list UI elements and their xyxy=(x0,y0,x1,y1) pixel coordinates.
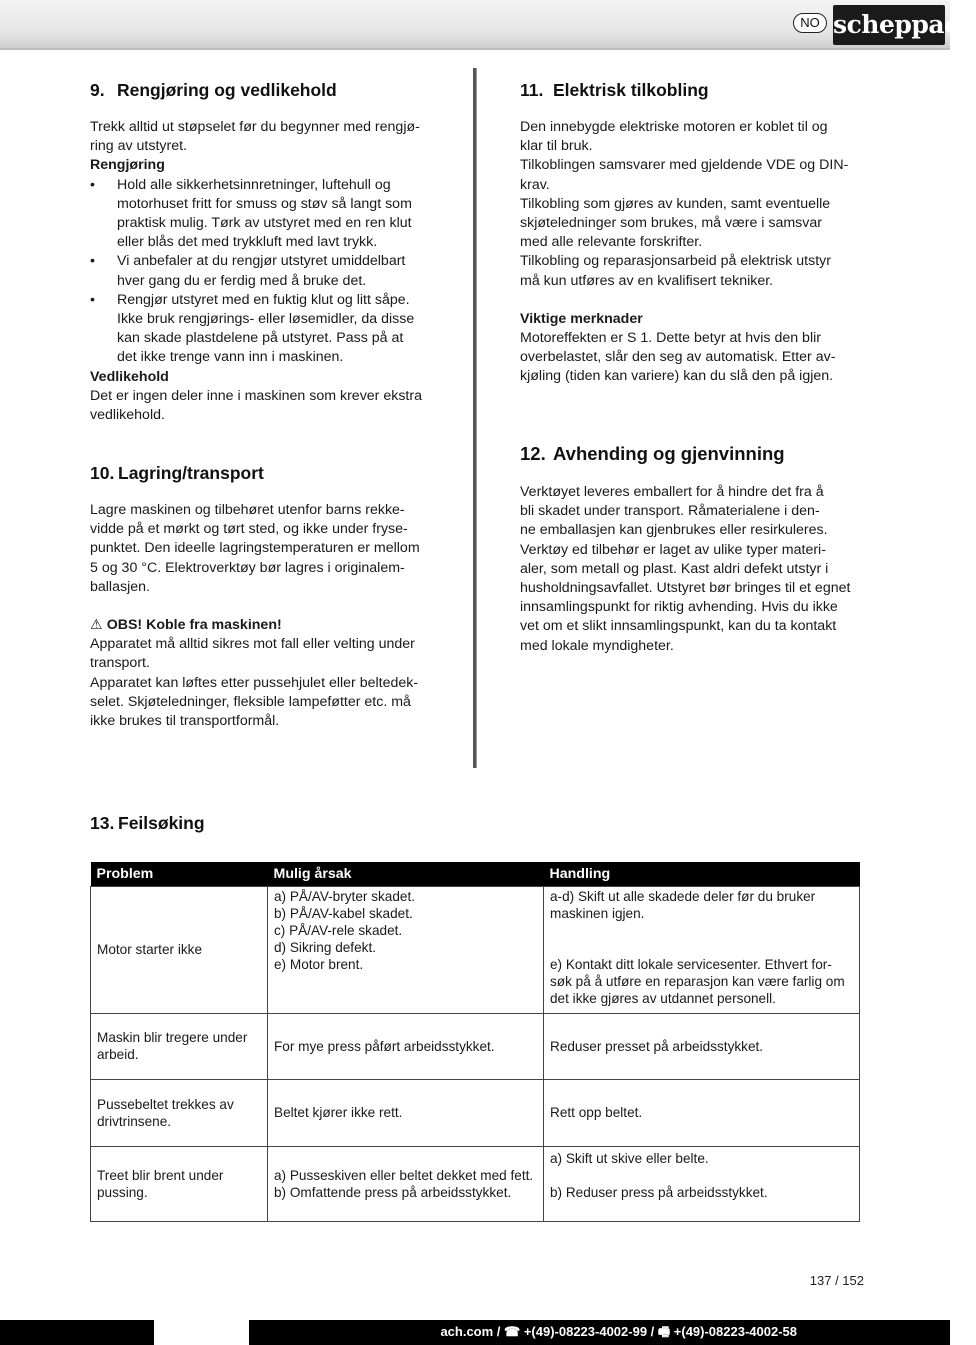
section-title: 11. Elektrisk tilkobling xyxy=(520,80,709,100)
footer-gap xyxy=(154,1320,249,1345)
section-electrical xyxy=(520,79,870,387)
intro-text: Trekk alltid ut støpselet før du begynner med rengjø- ring av utstyret. xyxy=(90,119,420,155)
problem-cell: Treet blir brent under pussing. xyxy=(91,1146,268,1221)
section-troubleshooting xyxy=(90,812,490,834)
storage-text: Lagre maskinen og tilbehøret utenfor barns rekke- vidde på et mørkt og tørt sted, og ikke under fryse- punktet. Den ideelle lagringstemperaturen er mellom 5 og 30 °C. Elektroverktøy bør lagres i originalem- ballasjen. xyxy=(90,502,420,595)
table-row xyxy=(91,1146,860,1221)
problem-cell: Maskin blir tregere under arbeid. xyxy=(91,1013,268,1079)
electrical-text: Den innebygde elektriske motoren er koblet til og klar til bruk. Tilkoblingen samsvarer med gjeldende VDE og DIN- krav. Tilkobling som gjøres av kunden, samt eventuelle skjøteledninger som brukes, må være i samsvar med alle relevante forskrifter. Tilkobling og reparasjonsarbeid på elektrisk utstyr må kun utføres av en kvalifisert tekniker. xyxy=(520,119,849,289)
section-title: 13. Feilsøking xyxy=(90,813,205,833)
page-number: 137 / 152 xyxy=(809,1273,864,1288)
cause-cell: For mye press påført arbeidsstykket. xyxy=(268,1013,544,1079)
troubleshooting-table xyxy=(90,862,860,1222)
bullet-list xyxy=(90,176,470,368)
section-cleaning xyxy=(90,79,470,425)
action-cell: a) Skift ut skive eller belte. b) Reduser press på arbeidsstykket. xyxy=(544,1146,860,1221)
list-item: • Rengjør utstyret med en fuktig klut og litt såpe. Ikke bruk rengjørings- eller løsemidler, da disse kan skade plastdelene på utstyret. Pass på at det ikke trenge vann inn i maskinen. xyxy=(90,291,470,368)
footer-contact: ach.com / ☎ +(49)-08223-4002-99 / 🖷 +(49)-08223-4002-58 xyxy=(440,1324,797,1339)
column-header-action: Handling xyxy=(544,862,860,886)
table-row xyxy=(91,1079,860,1146)
list-item: • Hold alle sikkerhetsinnretninger, luftehull og motorhuset fritt for smuss og støv så langt som praktisk mulig. Tørk av utstyret med en ren klut eller blås det med trykkluft med lavt trykk. xyxy=(90,176,470,253)
notes-text: Motoreffekten er S 1. Dette betyr at hvis den blir overbelastet, slår den seg av automatisk. Etter av- kjøling (tiden kan variere) kan du slå den på igjen. xyxy=(520,330,836,385)
brand-logo: scheppach xyxy=(833,5,945,45)
table-row xyxy=(91,1013,860,1079)
problem-cell: Motor starter ikke xyxy=(91,886,268,1013)
maintenance-text: Det er ingen deler inne i maskinen som krever ekstra vedlikehold. xyxy=(90,387,422,424)
action-cell: a-d) Skift ut alle skadede deler før du bruker maskinen igjen. e) Kontakt ditt lokale servicesenter. Ethvert for-søk på å utføre en reparasjon kan være farlig om det ikke gjøres av utdannet personell. xyxy=(544,886,860,1013)
section-storage xyxy=(90,462,470,731)
warning-text: Apparatet må alltid sikres mot fall eller velting under transport. Apparatet kan løftes etter pussehjulet eller beltedek- selet. Skjøteledninger, fleksible lampeføtter etc. må ikke brukes til transportformål. xyxy=(90,636,419,730)
cause-cell: Beltet kjører ikke rett. xyxy=(268,1079,544,1146)
warning-heading: ⚠ OBS! Koble fra maskinen! xyxy=(90,617,282,634)
column-divider xyxy=(473,68,476,768)
subheading: Vedlikehold xyxy=(90,368,169,385)
column-header-problem: Problem xyxy=(91,862,268,886)
section-title: 9. Rengjøring og vedlikehold xyxy=(90,80,337,100)
section-disposal xyxy=(520,443,870,656)
problem-cell: Pussebeltet trekkes av drivtrinsene. xyxy=(91,1079,268,1146)
cause-cell: a) Pusseskiven eller beltet dekket med fett. b) Omfattende press på arbeidsstykket. xyxy=(268,1146,544,1221)
column-header-cause: Mulig årsak xyxy=(268,862,544,886)
list-item: • Vi anbefaler at du rengjør utstyret umiddelbart hver gang du er ferdig med å bruke det. xyxy=(90,252,470,290)
cause-cell: a) PÅ/AV-bryter skadet. b) PÅ/AV-kabel skadet. c) PÅ/AV-rele skadet. d) Sikring defekt. e) Motor brent. xyxy=(268,886,544,1013)
section-title: 12. Avhending og gjenvinning xyxy=(520,443,785,464)
section-title: 10. Lagring/transport xyxy=(90,463,264,483)
subheading: Viktige merknader xyxy=(520,310,643,327)
disposal-text: Verktøyet leveres emballert for å hindre det fra å bli skadet under transport. Råmaterialene i den- ne emballasjen kan gjenbrukes eller resirkuleres. Verktøy ed tilbehør er laget av ulike typer materi- aler, som metall og plast. Kast aldri defekt utstyr i husholdningsavfallet. Utstyret bør bringes til et egnet innsamlingspunkt for riktig avhending. Hvis du ikke vet om et slikt innsamlingspunkt, kan du ta kontakt med lokale myndigheter. xyxy=(520,484,851,654)
table-header-row xyxy=(91,862,860,886)
action-cell: Reduser presset på arbeidsstykket. xyxy=(544,1013,860,1079)
warning-icon: ⚠ xyxy=(90,617,103,634)
table-row xyxy=(91,886,860,1013)
subheading: Rengjøring xyxy=(90,157,165,174)
language-badge: NO xyxy=(793,13,827,33)
action-cell: Rett opp beltet. xyxy=(544,1079,860,1146)
